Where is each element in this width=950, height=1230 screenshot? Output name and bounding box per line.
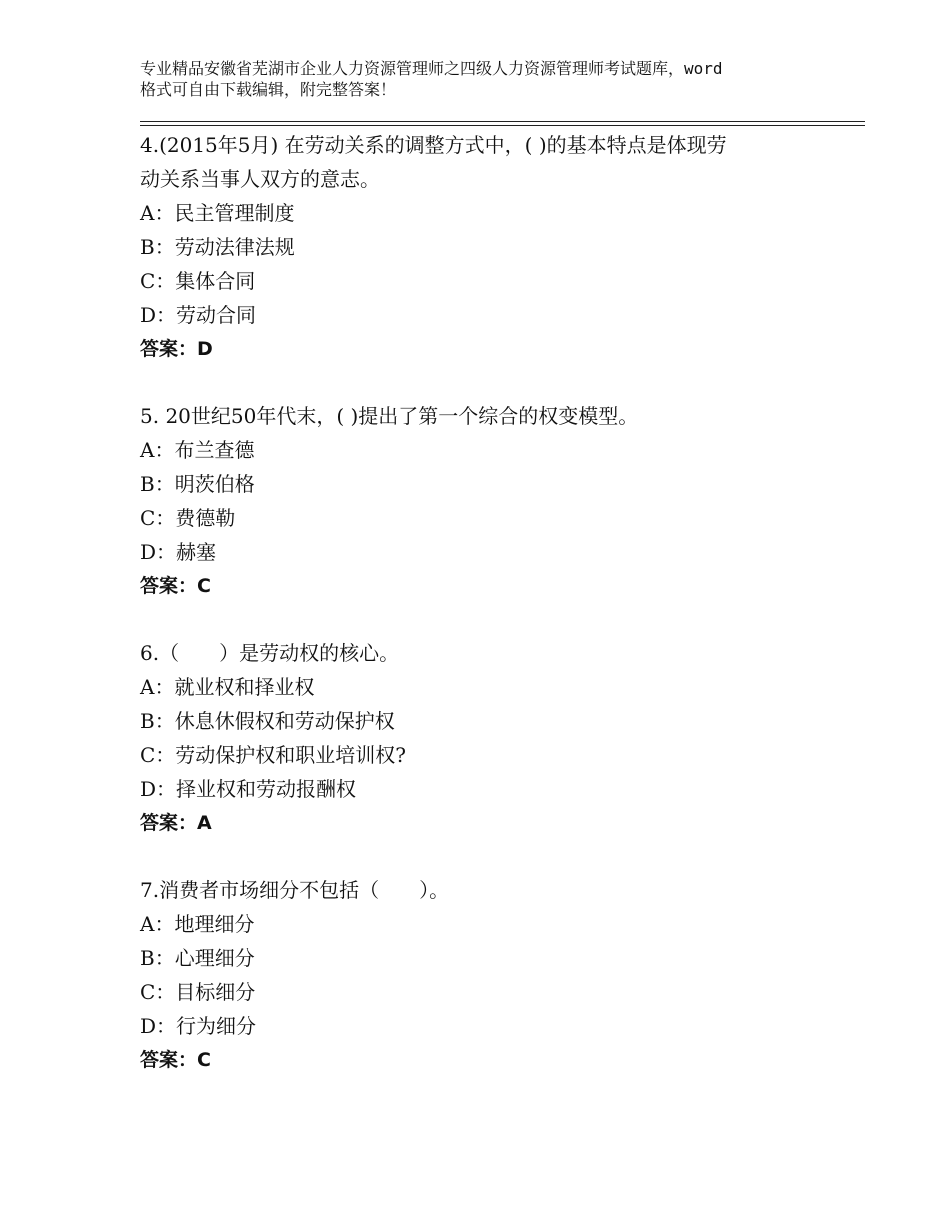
- option-b: B：明茨伯格: [140, 472, 255, 496]
- question-item: [140, 636, 820, 840]
- question-item: [140, 128, 820, 366]
- question-title: [140, 128, 820, 196]
- header-line-1: 专业精品安徽省芜湖市企业人力资源管理师之四级人力资源管理师考试题库，word: [140, 59, 723, 78]
- option-c: C：费德勒: [140, 506, 236, 530]
- option-d: D：赫塞: [140, 540, 217, 564]
- option-b: B：心理细分: [140, 946, 255, 970]
- header-divider-thick: [140, 121, 865, 122]
- option-d: D：择业权和劳动报酬权: [140, 777, 357, 801]
- option-a: A：地理细分: [140, 912, 255, 936]
- question-list: [140, 128, 820, 1110]
- option-c: C：劳动保护权和职业培训权?: [140, 743, 407, 767]
- option-b: B：休息休假权和劳动保护权: [140, 709, 395, 733]
- question-item: [140, 873, 820, 1077]
- answer-label: 答案：D: [140, 338, 213, 360]
- question-title-line: 4.(2015年5月) 在劳动关系的调整方式中，( )的基本特点是体现劳: [140, 133, 727, 157]
- option-d: D：劳动合同: [140, 303, 257, 327]
- answer-label: 答案：A: [140, 812, 212, 834]
- question-title-line: 5. 20世纪50年代末，( )提出了第一个综合的权变模型。: [140, 404, 639, 428]
- answer-label: 答案：C: [140, 1049, 211, 1071]
- question-title: [140, 399, 820, 433]
- option-a: A：就业权和择业权: [140, 675, 315, 699]
- option-c: C：目标细分: [140, 980, 256, 1004]
- document-header: [140, 58, 830, 100]
- option-a: A：布兰查德: [140, 438, 255, 462]
- header-divider-thin: [140, 125, 865, 126]
- question-title: [140, 636, 820, 670]
- option-a: A：民主管理制度: [140, 201, 295, 225]
- question-item: [140, 399, 820, 603]
- question-title-line: 6.（ ）是劳动权的核心。: [140, 641, 400, 665]
- option-d: D：行为细分: [140, 1014, 257, 1038]
- question-title-line: 7.消费者市场细分不包括（ ）。: [140, 878, 450, 902]
- option-b: B：劳动法律法规: [140, 235, 295, 259]
- question-title-line: 动关系当事人双方的意志。: [140, 167, 380, 191]
- header-line-2: 格式可自由下载编辑，附完整答案！: [140, 80, 397, 99]
- answer-label: 答案：C: [140, 575, 211, 597]
- option-c: C：集体合同: [140, 269, 256, 293]
- question-title: [140, 873, 820, 907]
